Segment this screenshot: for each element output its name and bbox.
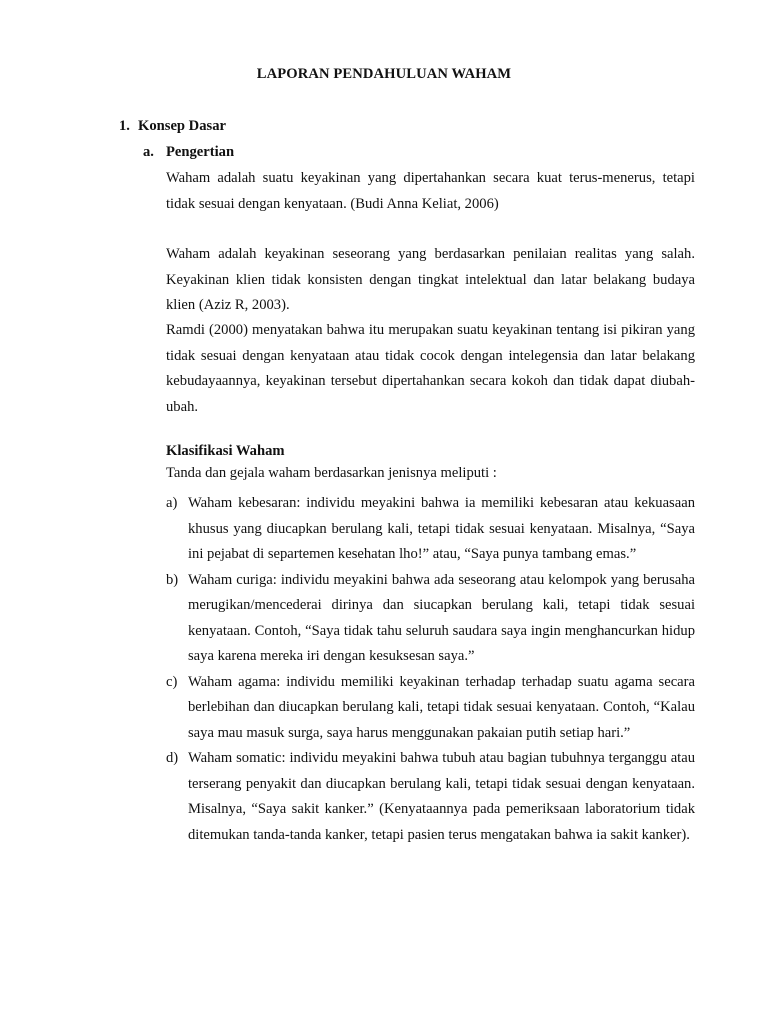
list-item-text: Waham curiga: individu meyakini bahwa ada seseorang atau kelompok yang berusaha merugikan/mencederai dirinya dan siucapkan berulang kali, tetapi tidak sesuai kenyataan. Contoh, “Saya tidak tahu seluruh saudara saya ingin menghancurkan hidup saya karena mereka iri dengan kesuksesan saya.” bbox=[188, 571, 695, 664]
list-marker: a) bbox=[166, 495, 178, 511]
list-item bbox=[166, 568, 695, 670]
section-heading bbox=[119, 118, 226, 135]
list-marker: b) bbox=[166, 571, 179, 588]
subsection-number: a. bbox=[143, 144, 154, 160]
classification-list bbox=[166, 491, 695, 848]
list-item-text: Waham agama: individu memiliki keyakinan terhadap terhadap suatu agama secara berlebihan dan diucapkan berulang kali, tetapi tidak sesuai kenyataan. Contoh, “Kalau saya mau masuk surga, saya harus menggunakan pakaian putih setiap hari.” bbox=[188, 673, 695, 741]
list-item bbox=[166, 670, 695, 747]
definition-paragraph: Waham adalah suatu keyakinan yang dipertahankan secara kuat terus-menerus, tetapi tidak sesuai dengan kenyataan. (Budi Anna Keliat, 2006) bbox=[166, 170, 695, 212]
document-title: LAPORAN PENDAHULUAN WAHAM bbox=[256, 66, 512, 82]
list-item-text: Waham kebesaran: individu meyakini bahwa ia memiliki kebesaran atau kekuasaan khusus yang diucapkan berulang kali, tetapi tidak sesuai kenyataan. Misalnya, “Saya ini pejabat di separtemen kesehatan lho!” atau, “Saya punya tambang emas.” bbox=[188, 495, 695, 562]
list-marker: d) bbox=[166, 750, 179, 766]
definition-paragraph: Ramdi (2000) menyatakan bahwa itu merupakan suatu keyakinan tentang isi pikiran yang tidak sesuai dengan kenyataan atau tidak cocok dengan intelegensia dan latar belakang kebudayaannya, keyakinan tersebut dipertahankan secara kokoh dan tidak dapat diubah-ubah. bbox=[166, 322, 695, 415]
list-marker: c) bbox=[166, 673, 178, 690]
section-number: 1. bbox=[119, 118, 130, 134]
section-heading-text: Konsep Dasar bbox=[138, 118, 226, 134]
list-item bbox=[166, 746, 695, 848]
classification-heading: Klasifikasi Waham bbox=[166, 443, 285, 459]
definition-paragraph: Waham adalah keyakinan seseorang yang berdasarkan penilaian realitas yang salah. Keyakinan klien tidak konsisten dengan tingkat intelektual dan latar belakang budaya klien (Aziz R, 2003). bbox=[166, 246, 695, 313]
subsection-heading bbox=[143, 144, 234, 161]
classification-intro: Tanda dan gejala waham berdasarkan jenisnya meliputi : bbox=[166, 465, 497, 481]
list-item-text: Waham somatic: individu meyakini bahwa tubuh atau bagian tubuhnya terganggu atau terserang penyakit dan diucapkan berulang kali, tetapi tidak sesuai dengan kenyataan. Misalnya, “Saya sakit kanker.” (Kenyataannya pada pemeriksaan laboratorium tidak ditemukan tanda-tanda kanker, tetapi pasien terus mengatakan bahwa ia sakit kanker). bbox=[188, 750, 695, 843]
list-item bbox=[166, 491, 695, 568]
subsection-heading-text: Pengertian bbox=[166, 144, 235, 160]
